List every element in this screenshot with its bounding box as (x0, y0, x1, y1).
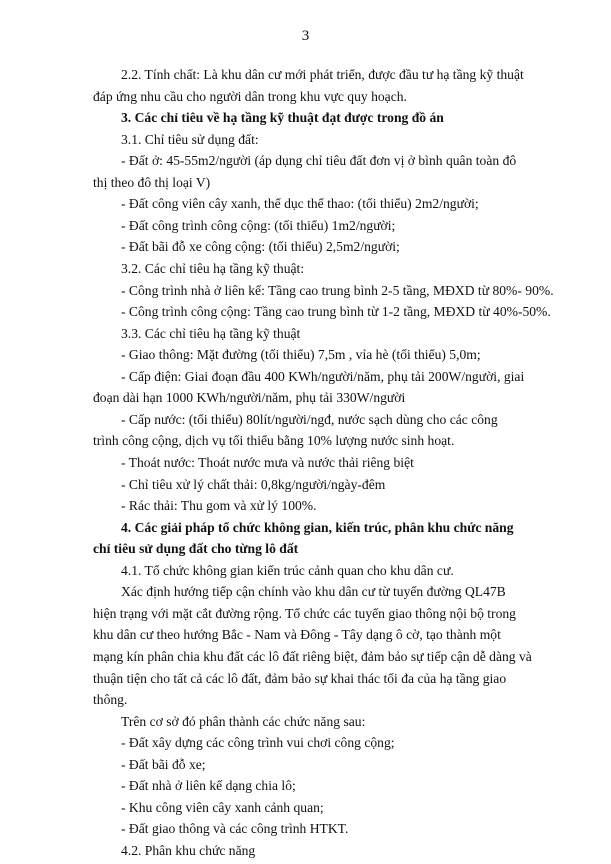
text-line: thị theo đô thị loại V) (93, 174, 211, 190)
text-line: - Khu công viên cây xanh cảnh quan; (121, 799, 324, 815)
text-line: - Giao thông: Mặt đường (tối thiểu) 7,5m , vỉa hè (tối thiểu) 5,0m; (121, 347, 481, 363)
text-line: - Rác thải: Thu gom và xử lý 100%. (121, 498, 317, 514)
text-line: - Đất xây dựng các công trình vui chơi công cộng; (121, 735, 395, 751)
text-line: - Đất công viên cây xanh, thể dục thể thao: (tối thiểu) 2m2/người; (121, 196, 479, 212)
text-line: 4.2. Phân khu chức năng (121, 843, 256, 858)
section-heading: 3. Các chỉ tiêu về hạ tầng kỹ thuật đạt được trong đồ án (121, 110, 444, 126)
text-line: Trên cơ sở đó phân thành các chức năng sau: (121, 713, 366, 729)
section-heading: chỉ tiêu sử dụng đất cho từng lô đất (93, 541, 299, 557)
section-heading: 4. Các giải pháp tổ chức không gian, kiến trúc, phân khu chức năng (121, 519, 514, 535)
text-line: hiện trạng với mặt cắt đường rộng. Tổ chức các tuyến giao thông nội bộ trong (93, 605, 516, 621)
text-line: - Công trình công cộng: Tầng cao trung bình từ 1-2 tầng, MĐXD từ 40%-50%. (121, 304, 551, 320)
text-line: - Đất giao thông và các công trình HTKT. (121, 821, 349, 837)
text-line: 3.3. Các chỉ tiêu hạ tầng kỹ thuật (121, 325, 301, 341)
text-line: thuận tiện cho tất cả các lô đất, đảm bảo sự khai thác tối đa của hạ tầng giao (93, 670, 507, 686)
text-line: trình công cộng, dịch vụ tối thiểu bằng 10% lượng nước sinh hoạt. (93, 433, 455, 449)
text-line: 3.1. Chỉ tiêu sử dụng đất: (121, 131, 259, 147)
text-line: - Cấp nước: (tối thiểu) 80lít/người/ngđ, nước sạch dùng cho các công (121, 411, 498, 427)
text-line: - Đất công trình công cộng: (tối thiểu) 1m2/người; (121, 217, 396, 233)
text-line: khu dân cư theo hướng Bắc - Nam và Đông - Tây dạng ô cờ, tạo thành một (93, 627, 501, 643)
text-line: Xác định hướng tiếp cận chính vào khu dân cư từ tuyến đường QL47B (121, 584, 506, 600)
text-line: 3.2. Các chỉ tiêu hạ tầng kỹ thuật: (121, 261, 305, 276)
text-line: - Đất ở: 45-55m2/người (áp dụng chỉ tiêu đất đơn vị ở bình quân toàn đô (121, 153, 517, 169)
text-line: - Đất nhà ở liên kế dạng chia lô; (121, 778, 296, 794)
text-line: thông. (93, 692, 128, 708)
text-line: - Đất bãi đỗ xe công cộng: (tối thiểu) 2,5m2/người; (121, 239, 400, 255)
text-line: đoạn dài hạn 1000 KWh/người/năm, phụ tải 330W/người (93, 390, 406, 406)
text-line: - Chỉ tiêu xử lý chất thải: 0,8kg/người/ngày-đêm (121, 476, 386, 492)
page-number: 3 (301, 28, 310, 44)
text-line: 4.1. Tổ chức không gian kiến trúc cảnh quan cho khu dân cư. (121, 562, 454, 578)
text-line: - Cấp điện: Giai đoạn đầu 400 KWh/người/năm, phụ tải 200W/người, giai (121, 368, 525, 384)
text-line: đáp ứng nhu cầu cho người dân trong khu vực quy hoạch. (93, 88, 407, 104)
text-line: mạng kín phân chia khu đất các lô đất riêng biệt, đảm bảo sự tiếp cận dễ dàng và (93, 649, 532, 664)
text-line: - Công trình nhà ở liên kế: Tầng cao trung bình 2-5 tầng, MĐXD từ 80%- 90%. (121, 282, 554, 298)
text-line: - Thoát nước: Thoát nước mưa và nước thải riêng biệt (121, 455, 414, 470)
text-line: 2.2. Tính chất: Là khu dân cư mới phát triển, được đầu tư hạ tầng kỹ thuật (121, 67, 524, 82)
text-line: - Đất bãi đỗ xe; (121, 756, 206, 772)
